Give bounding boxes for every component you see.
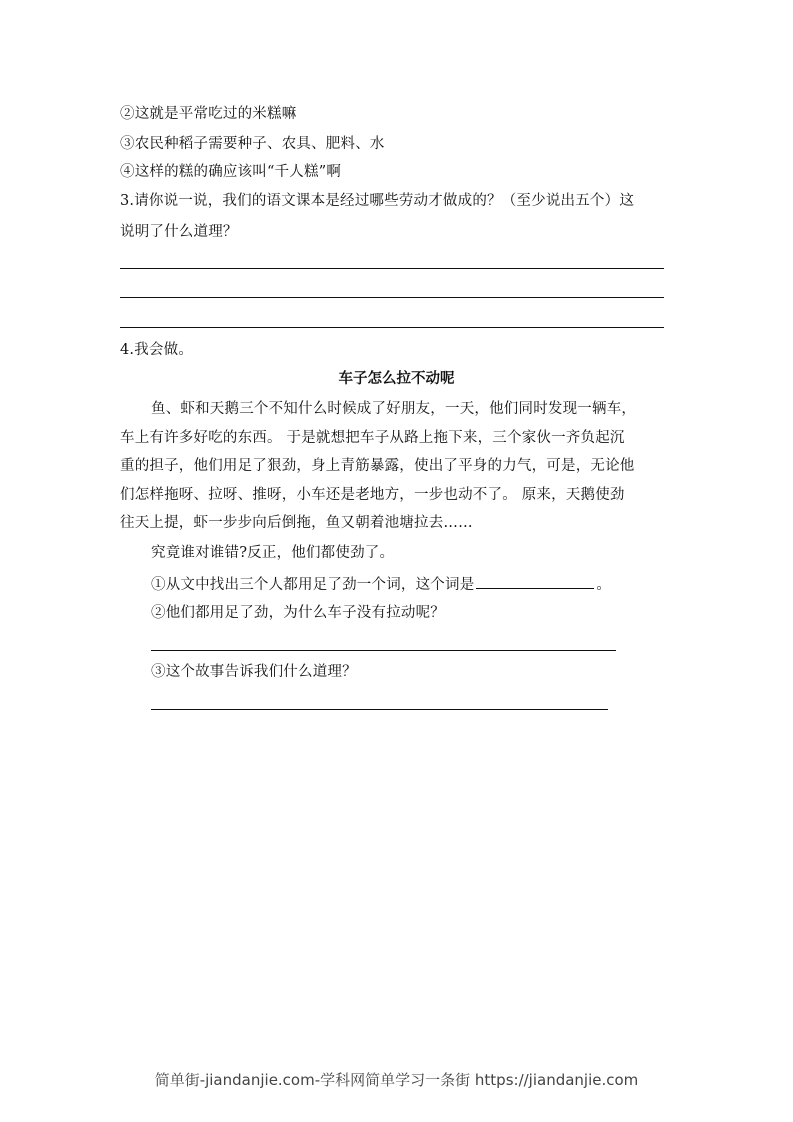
passage-line-4: 们怎样拖呀、拉呀、推呀，小车还是老地方，一步也动不了。 原来，天鹅使劲	[120, 487, 625, 503]
passage-line-3: 重的担子，他们用足了狠劲，身上青筋暴露，使出了平身的力气，可是，无论他	[120, 458, 635, 474]
sub-question-1	[151, 574, 611, 595]
footer-watermark: 简单街-jiandanjie.com-学科网简单学习一条街 https://jiandanjie.com	[154, 1071, 639, 1089]
answer-line-sub-2[interactable]	[151, 650, 616, 651]
sub-question-1-end: 。	[596, 577, 612, 593]
passage-line-5: 往天上提，虾一步步向后倒拖，鱼又朝着池塘拉去……	[120, 515, 473, 531]
question-4-label: 4.我会做。	[120, 342, 194, 358]
sub-question-1-text: ①从文中找出三个人都用足了劲一个词，这个词是	[151, 577, 475, 593]
passage-title: 车子怎么拉不动呢	[338, 371, 455, 387]
option-2: ②这就是平常吃过的米糕嘛	[120, 106, 297, 122]
sub-question-2: ②他们都用足了劲，为什么车子没有拉动呢？	[151, 605, 445, 621]
answer-line-3[interactable]	[120, 327, 664, 328]
question-3-line-1: 3.请你说一说，我们的语文课本是经过哪些劳动才做成的？（至少说出五个）这	[120, 193, 635, 209]
question-3-line-2: 说明了什么道理？	[120, 224, 238, 240]
option-3: ③农民种稻子需要种子、农具、肥料、水	[120, 136, 385, 152]
fill-blank[interactable]	[476, 574, 594, 589]
passage-line-2: 车上有许多好吃的东西。 于是就想把车子从路上拖下来，三个家伙一齐负起沉	[120, 430, 625, 446]
passage-line-1: 鱼、虾和天鹅三个不知什么时候成了好朋友，一天，他们同时发现一辆车，	[151, 401, 637, 417]
passage-closing: 究竟谁对谁错?反正，他们都使劲了。	[151, 545, 395, 561]
answer-line-1[interactable]	[120, 268, 664, 269]
sub-question-3: ③这个故事告诉我们什么道理？	[151, 664, 357, 680]
answer-line-sub-3[interactable]	[151, 709, 608, 710]
option-4: ④这样的糕的确应该叫“千人糕”啊	[120, 164, 342, 180]
answer-line-2[interactable]	[120, 297, 664, 298]
